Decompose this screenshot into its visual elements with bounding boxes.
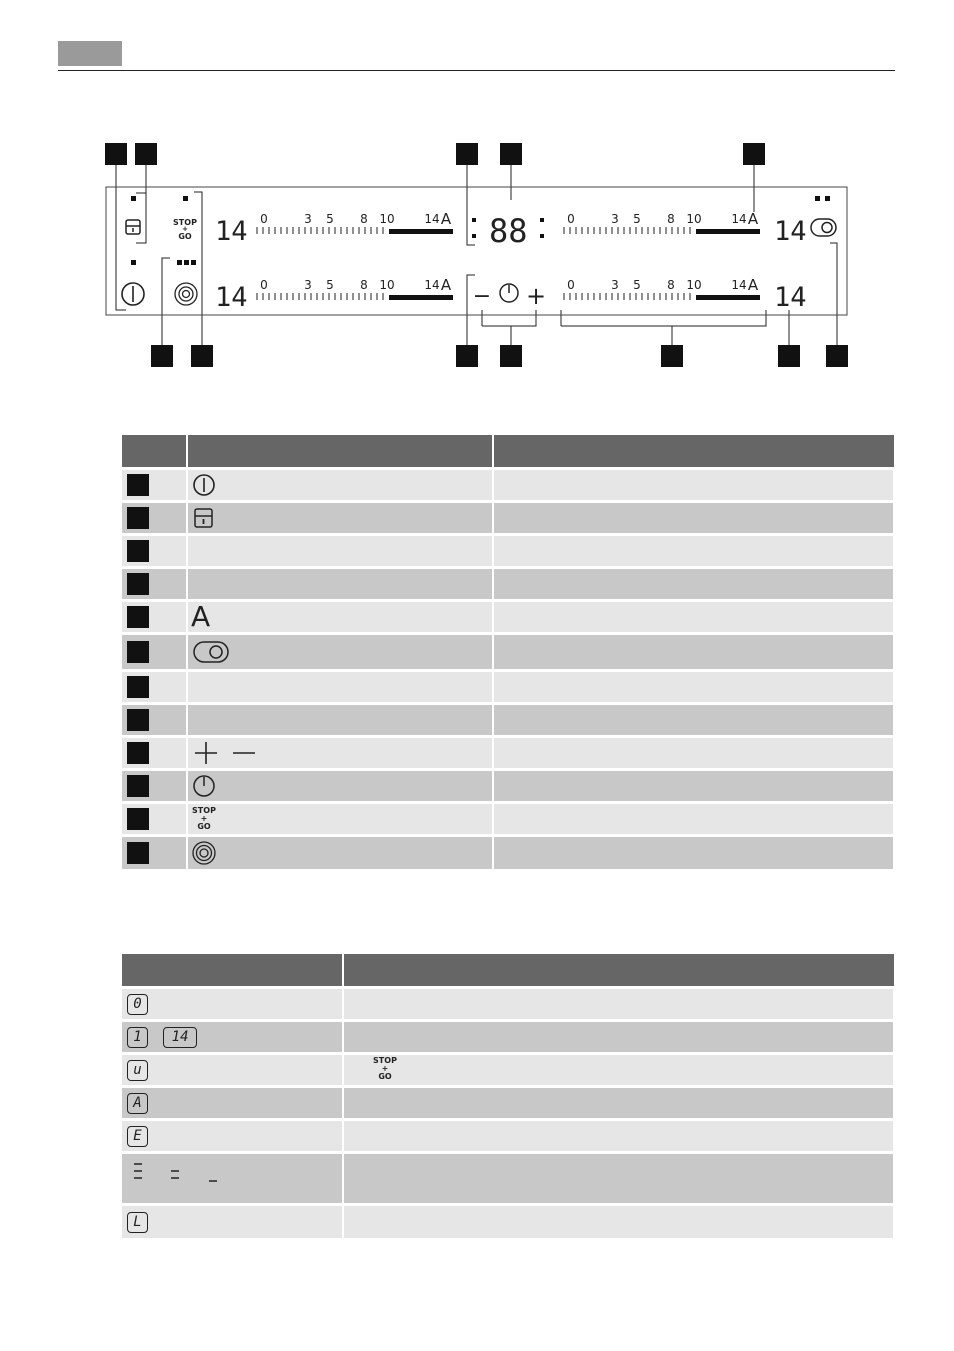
svg-text:GO: GO — [178, 232, 192, 241]
callout-marker — [135, 143, 157, 165]
plus-minus-icons — [191, 740, 261, 766]
scale-label: 8 — [360, 278, 368, 292]
residual-heat-dashes — [122, 1160, 222, 1184]
callout-marker — [661, 345, 683, 367]
row-number — [127, 573, 149, 595]
row-number — [127, 474, 149, 496]
scale-label: 10 — [686, 278, 702, 292]
bridge-icon — [191, 639, 231, 665]
timer-display: 88 — [489, 212, 528, 250]
row-number — [127, 676, 149, 698]
row-number — [127, 842, 149, 864]
stop-go-symbol: STOP + GO — [373, 1056, 397, 1081]
callout-marker — [743, 143, 765, 165]
hotplate-icon — [175, 283, 197, 305]
zone-display: 14 — [215, 216, 248, 247]
bridge-icon — [811, 219, 836, 236]
symbol-cell — [188, 472, 492, 498]
display-symbol: 14 — [163, 1027, 197, 1048]
scale-label: 3 — [611, 278, 619, 292]
scale-label: 3 — [304, 212, 312, 226]
callout-marker — [778, 345, 800, 367]
scale-unit: A — [440, 210, 452, 228]
display-symbol: 0 — [127, 994, 148, 1015]
zone-display: 14 — [774, 282, 807, 313]
col-header — [122, 954, 343, 988]
scale-label: 14 — [731, 212, 747, 226]
row-number — [127, 775, 149, 797]
display-symbol: E — [127, 1126, 148, 1147]
callout-marker — [456, 345, 478, 367]
scale-bar — [389, 229, 453, 234]
callout-marker — [151, 345, 173, 367]
hotplate-icon — [191, 840, 217, 866]
scale-bar — [696, 295, 760, 300]
scale-bar — [696, 229, 760, 234]
scale-label: 8 — [667, 278, 675, 292]
display-symbol: 1 — [127, 1027, 148, 1048]
lock-icon — [191, 505, 217, 531]
plus-sign: + — [525, 282, 547, 310]
scale-label: 14 — [731, 278, 747, 292]
svg-text:+: + — [182, 225, 188, 233]
display-symbol: A — [127, 1093, 148, 1114]
control-panel-diagram — [0, 0, 954, 400]
row-number — [127, 507, 149, 529]
callout-marker — [105, 143, 127, 165]
callout-marker — [500, 345, 522, 367]
scale-unit: A — [747, 210, 759, 228]
callout-marker — [456, 143, 478, 165]
row-number — [127, 742, 149, 764]
scale-unit: A — [440, 276, 452, 294]
scale-label: 5 — [633, 212, 641, 226]
scale-label: 3 — [304, 278, 312, 292]
display-table — [122, 954, 895, 1238]
row-number — [127, 709, 149, 731]
scale-label: 0 — [567, 212, 575, 226]
callout-marker — [191, 345, 213, 367]
col-header — [343, 954, 894, 988]
stop-go-label: STOP — [173, 218, 197, 227]
display-symbol: L — [127, 1212, 148, 1233]
callout-marker — [500, 143, 522, 165]
row-number — [127, 606, 149, 628]
symbols-table — [122, 435, 895, 869]
scale-label: 8 — [667, 212, 675, 226]
zone-display: 14 — [215, 282, 248, 313]
scale-label: 0 — [260, 212, 268, 226]
scale-label: 3 — [611, 212, 619, 226]
display-symbol: u — [127, 1060, 148, 1081]
callout-marker — [826, 345, 848, 367]
on-off-icon — [122, 283, 144, 305]
minus-sign: − — [472, 284, 492, 309]
scale-bar — [389, 295, 453, 300]
letter-a-symbol: A — [191, 600, 211, 633]
lock-icon — [126, 220, 140, 234]
row-number — [127, 641, 149, 663]
scale-label: 14 — [424, 212, 440, 226]
on-off-icon — [191, 472, 217, 498]
scale-label: 14 — [424, 278, 440, 292]
scale-label: 10 — [686, 212, 702, 226]
col-header — [493, 435, 894, 469]
timer-icon — [500, 284, 518, 302]
scale-label: 8 — [360, 212, 368, 226]
scale-label: 5 — [326, 278, 334, 292]
stop-go-symbol: STOP + GO — [192, 806, 216, 831]
scale-label: 10 — [379, 278, 395, 292]
row-number — [127, 540, 149, 562]
zone-display: 14 — [774, 216, 807, 247]
scale-label: 5 — [326, 212, 334, 226]
scale-label: 5 — [633, 278, 641, 292]
timer-icon — [191, 773, 217, 799]
scale-label: 0 — [260, 278, 268, 292]
scale-unit: A — [747, 276, 759, 294]
col-header — [187, 435, 493, 469]
scale-label: 10 — [379, 212, 395, 226]
scale-label: 0 — [567, 278, 575, 292]
col-header — [122, 435, 187, 469]
row-number — [127, 808, 149, 830]
